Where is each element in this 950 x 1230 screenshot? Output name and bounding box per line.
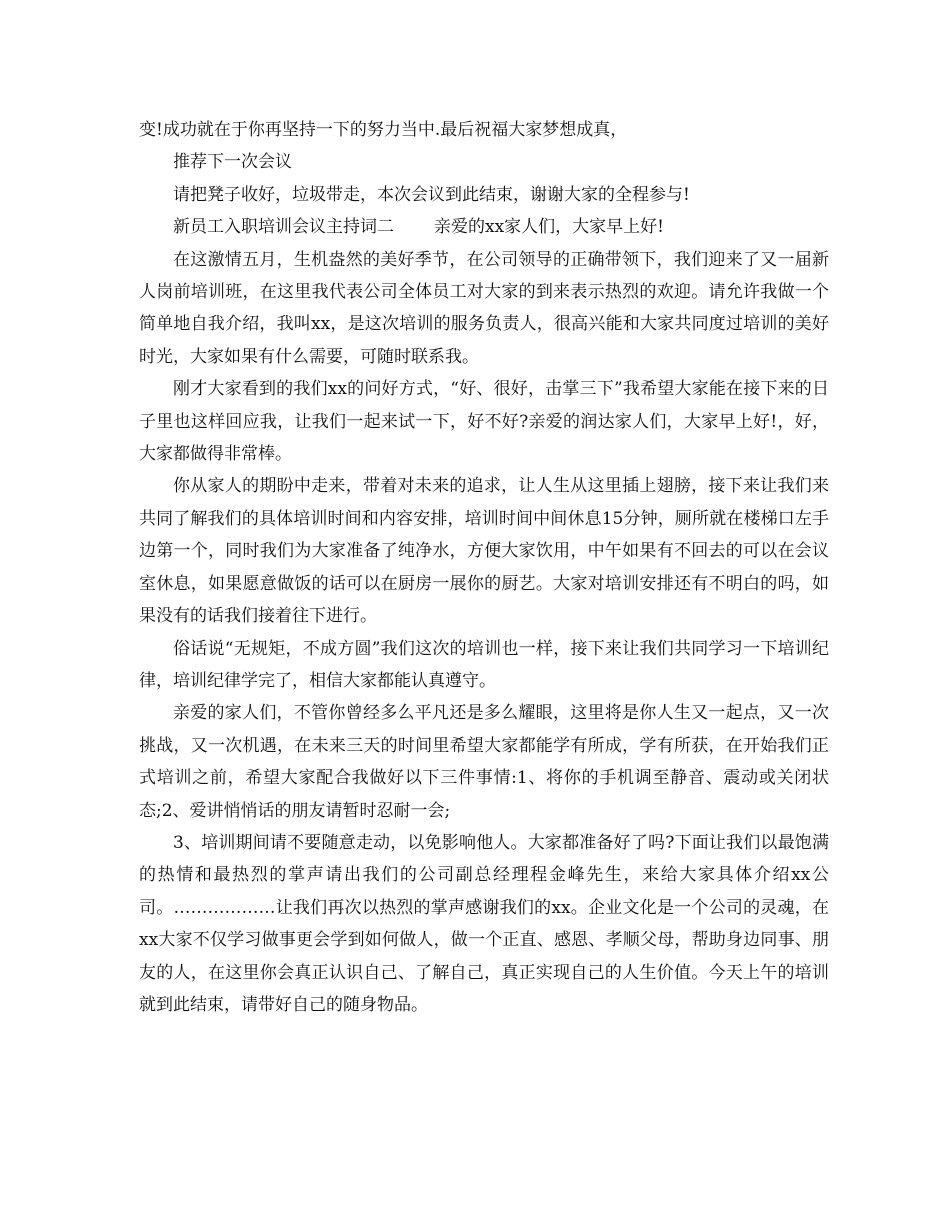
paragraph-company-intro: 3、培训期间请不要随意走动，以免影响他人。大家都准备好了吗?下面让我们以最饱满的热情和最热烈的掌声请出我们的公司副总经理程金峰先生，来给大家具体介绍xx公司。………………让我们再次以热烈的掌声感谢我们的xx。企业文化是一个公司的灵魂，在xx大家不仅学习做事更会学到如何做人，做一个正直、感恩、孝顺父母，帮助身边同事、朋友的人，在这里你会真正认识自己、了解自己，真正实现自己的人生价值。今天上午的培训就到此结束，请带好自己的随身物品。 bbox=[139, 832, 829, 1015]
paragraph-schedule: 你从家人的期盼中走来，带着对未来的追求，让人生从这里插上翅膀，接下来让我们来共同了解我们的具体培训时间和内容安排，培训时间中间休息15分钟，厕所就在楼梯口左手边第一个，同时我们为大家准备了纯净水，方便大家饮用，中午如果有不回去的可以在会议室休息，如果愿意做饭的话可以在厨房一展你的厨艺。大家对培训安排还有不明白的吗，如果没有的话我们接着往下进行。 bbox=[139, 476, 829, 627]
paragraph-discipline: 俗话说“无规矩，不成方圆”我们这次的培训也一样，接下来让我们共同学习一下培训纪律，培训纪律学完了，相信大家都能认真遵守。 bbox=[139, 638, 829, 691]
paragraph-three-things: 亲爱的家人们，不管你曾经多么平凡还是多么耀眼，这里将是你人生又一起点，又一次挑战，又一次机遇，在未来三天的时间里希望大家都能学有所成，学有所获，在开始我们正式培训之前，希望大家配合我做好以下三件事情:1、将你的手机调至静音、震动或关闭状态;2、爱讲悄悄话的朋友请暂时忍耐一会; bbox=[139, 703, 829, 821]
greeting: 亲爱的xx家人们，大家早上好! bbox=[434, 217, 665, 238]
paragraph-next-meeting: 推荐下一次会议 bbox=[173, 152, 292, 173]
paragraph-welcome: 在这激情五月，生机盎然的美好季节，在公司领导的正确带领下，我们迎来了又一届新人岗前培训班，在这里我代表公司全体员工对大家的到来表示热烈的欢迎。请允许我做一个简单地自我介绍，我叫xx，是这次培训的服务负责人，很高兴能和大家共同度过培训的美好时光，大家如果有什么需要，可随时联系我。 bbox=[139, 249, 829, 367]
speech-title: 新员工入职培训会议主持词二 bbox=[173, 217, 394, 238]
paragraph-speech-title-line bbox=[139, 211, 829, 243]
document-body bbox=[139, 114, 829, 1021]
paragraph-closing-wish: 变!成功就在于你再坚持一下的努力当中.最后祝福大家梦想成真， bbox=[139, 120, 628, 140]
paragraph-greeting-style: 刚才大家看到的我们xx的问好方式，“好、很好，击掌三下”我希望大家能在接下来的日子里也这样回应我，让我们一起来试一下，好不好?亲爱的润达家人们，大家早上好!，好，大家都做得非常棒。 bbox=[139, 379, 829, 465]
paragraph-meeting-end: 请把凳子收好，垃圾带走，本次会议到此结束，谢谢大家的全程参与! bbox=[173, 184, 690, 205]
